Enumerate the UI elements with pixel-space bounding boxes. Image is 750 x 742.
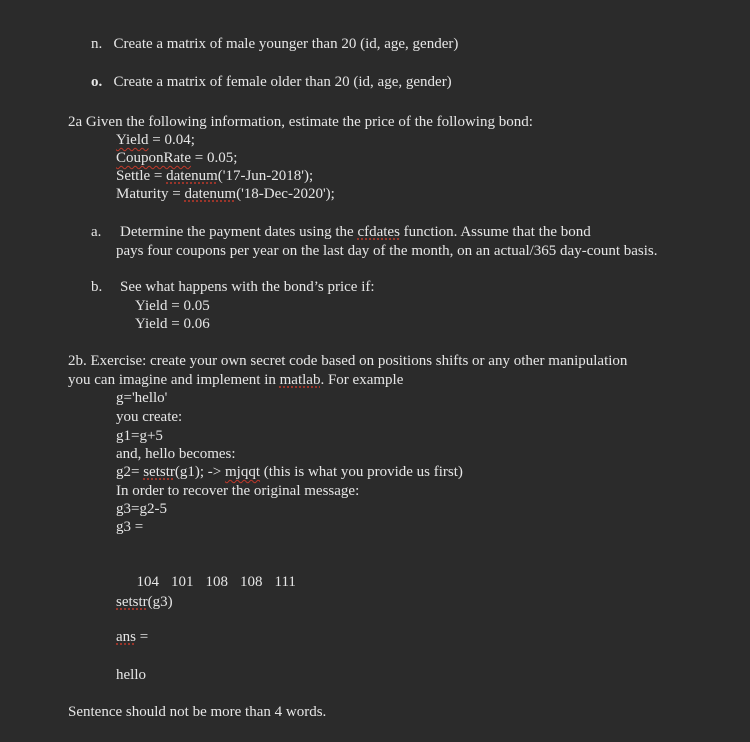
code5-mid: (g1); -> (174, 464, 226, 480)
item-o (91, 73, 452, 91)
ascii-values (129, 555, 308, 591)
footer-note: Sentence should not be more than 4 words. (68, 704, 327, 720)
yield-var: Yield (116, 132, 149, 148)
ans-word: ans (116, 629, 136, 645)
ascii-value: 111 (274, 574, 296, 590)
settle-value: ('17-Jun-2018'); (217, 168, 314, 184)
item-n-marker: n. (91, 36, 103, 52)
code-line-6: In order to recover the original message: (116, 483, 360, 499)
hello-output: hello (116, 667, 146, 683)
code-line-4: and, hello becomes: (116, 446, 236, 462)
q2a-item-b-text: See what happens with the bond’s price if: (120, 279, 375, 295)
matlab-word: matlab (279, 372, 321, 388)
ascii-value: 104 (136, 574, 159, 590)
q2a-item-b-marker: b. (91, 279, 103, 295)
q2b-line2-pre: you can imagine and implement in (68, 372, 280, 388)
ans-line (116, 628, 148, 646)
code-line-7: g3=g2-5 (116, 501, 167, 517)
q2a-item-b-yield2: Yield = 0.06 (135, 316, 210, 332)
q2a-maturity-line (116, 185, 335, 203)
item-o-text: Create a matrix of female older than 20 (id, age, gender) (113, 74, 452, 90)
q2b-line2 (68, 371, 403, 389)
q2a-yield-line (116, 131, 195, 149)
q2a-item-a-line1 (120, 223, 591, 241)
item-n-text: Create a matrix of male younger than 20 (id, age, gender) (113, 36, 459, 52)
item-n (91, 35, 458, 53)
q2a-intro: 2a Given the following information, estimate the price of the following bond: (68, 114, 533, 130)
a-line1-pre: Determine the payment dates using the (120, 224, 358, 240)
code-line-2: you create: (116, 409, 183, 425)
ascii-value: 101 (171, 574, 194, 590)
code-line-5 (116, 463, 463, 481)
a-line1-post: function. Assume that the bond (399, 224, 591, 240)
setstr-fn: setstr (143, 464, 175, 480)
ascii-value: 108 (240, 574, 263, 590)
code-line-3: g1=g+5 (116, 428, 163, 444)
q2b-line2-post: . For example (320, 372, 404, 388)
code-line-1: g='hello' (116, 390, 168, 406)
item-o-marker: o. (91, 74, 103, 90)
code5-pre: g2= (116, 464, 144, 480)
setstr-call-fn: setstr (116, 594, 148, 610)
maturity-fn: datenum (184, 186, 237, 202)
maturity-label: Maturity = (116, 186, 185, 202)
coupon-value: = 0.05; (191, 150, 238, 166)
yield-value: = 0.04; (148, 132, 195, 148)
q2a-coupon-line (116, 149, 237, 167)
q2a-item-a-line2: pays four coupons per year on the last day of the month, on an actual/365 day-count basis. (116, 243, 658, 259)
code5-post: (this is what you provide us first) (260, 464, 463, 480)
cfdates-fn: cfdates (357, 224, 400, 240)
maturity-value: ('18-Dec-2020'); (236, 186, 335, 202)
setstr-call (116, 593, 173, 611)
ascii-value: 108 (205, 574, 228, 590)
q2a-settle-line (116, 167, 313, 185)
ans-rest: = (136, 629, 149, 645)
q2b-line1: 2b. Exercise: create your own secret code based on positions shifts or any other manipulation (68, 353, 628, 369)
code-line-8: g3 = (116, 519, 144, 535)
q2a-item-a-marker: a. (91, 224, 102, 240)
setstr-call-arg: (g3) (147, 594, 173, 610)
q2a-item-b-yield1: Yield = 0.05 (135, 298, 210, 314)
mjqqt-word: mjqqt (225, 464, 261, 480)
settle-fn: datenum (166, 168, 218, 184)
settle-label: Settle = (116, 168, 167, 184)
coupon-var: CouponRate (116, 150, 191, 166)
